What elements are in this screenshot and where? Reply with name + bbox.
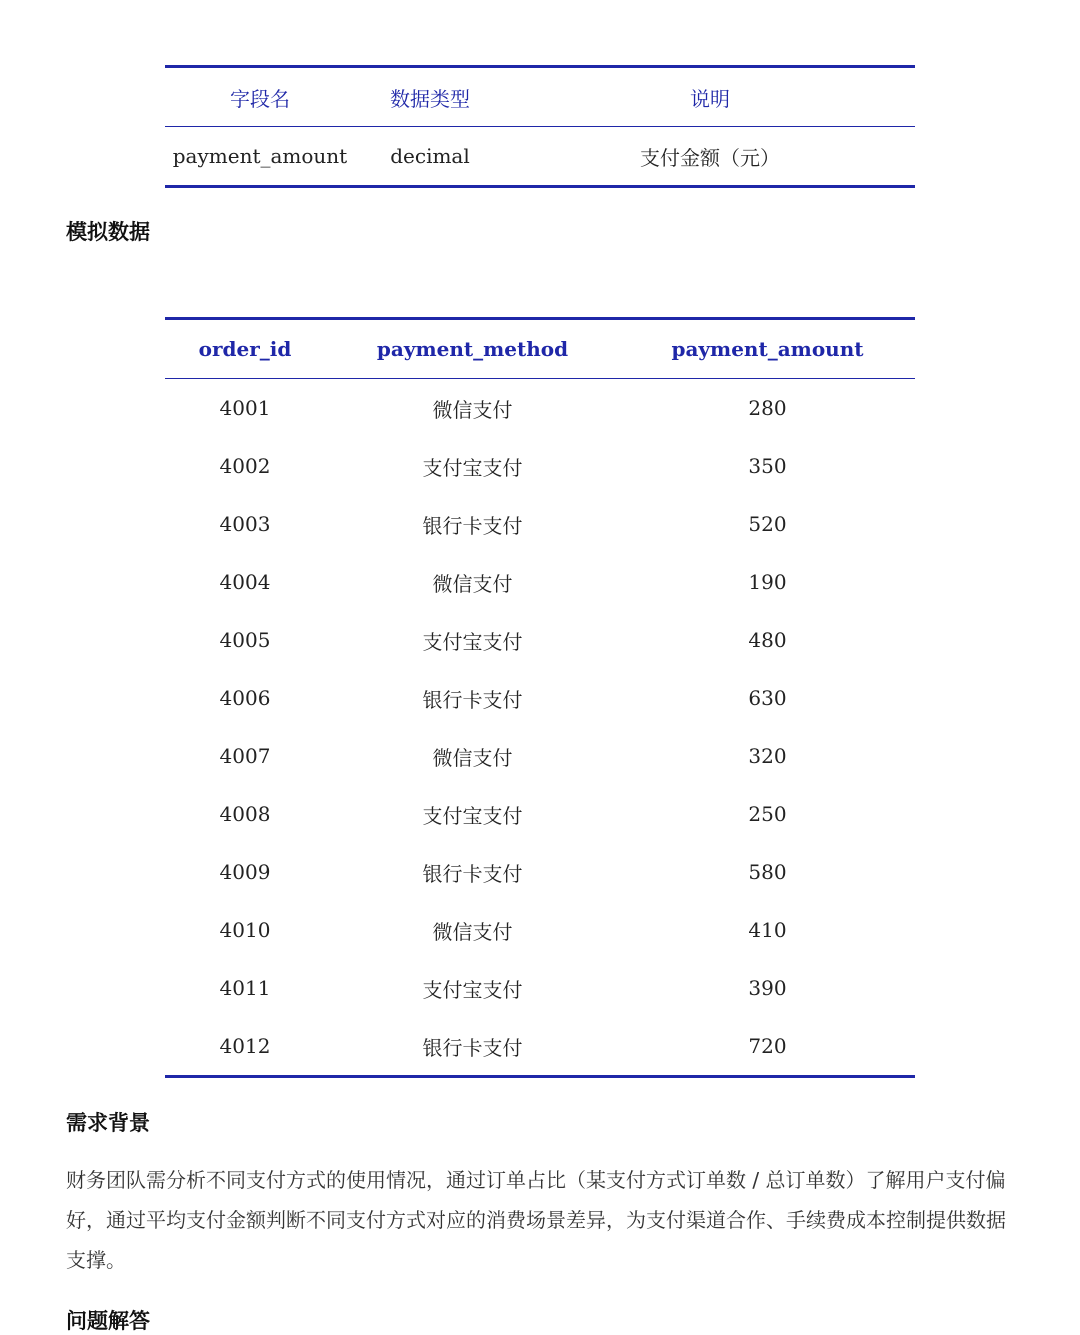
cell-payment-amount: 410 [748,918,787,942]
cell-order-id: 4011 [219,976,271,1000]
table-row [165,611,915,669]
data-header-payment-amount: payment_amount [620,319,915,379]
cell-payment-method: 支付宝支付 [422,803,523,828]
cell-order-id: 4006 [219,686,271,710]
cell-payment-method: 微信支付 [432,397,513,422]
schema-header-desc: 说明 [505,67,915,127]
cell-payment-amount: 480 [748,628,787,652]
section-title-mock-data: 模拟数据 [66,220,150,244]
cell-payment-amount: 520 [748,512,787,536]
data-header-payment-method: payment_method [325,319,620,379]
data-header-order-id: order_id [165,319,325,379]
data-table [165,317,915,1078]
schema-field-desc: 支付金额（元） [505,127,915,187]
cell-payment-method: 银行卡支付 [422,861,523,886]
cell-order-id: 4012 [165,1017,325,1077]
cell-order-id: 4003 [219,512,271,536]
schema-table [165,65,915,188]
cell-payment-amount: 720 [620,1017,915,1077]
cell-order-id: 4004 [219,570,271,594]
cell-payment-amount: 250 [748,802,787,826]
table-row [165,843,915,901]
cell-payment-method: 支付宝支付 [422,629,523,654]
schema-row [165,127,915,187]
schema-header-row [165,67,915,127]
cell-payment-amount: 350 [748,454,787,478]
table-row [165,553,915,611]
cell-payment-amount: 280 [748,396,787,420]
table-row [165,727,915,785]
table-row [165,785,915,843]
cell-order-id: 4008 [219,802,271,826]
table-row [165,495,915,553]
cell-payment-method: 支付宝支付 [422,977,523,1002]
cell-payment-amount: 320 [748,744,787,768]
table-row [165,901,915,959]
cell-payment-method: 微信支付 [432,571,513,596]
table-row [165,379,915,438]
schema-header-field: 字段名 [165,67,355,127]
cell-order-id: 4007 [219,744,271,768]
cell-payment-amount: 190 [748,570,787,594]
table-row [165,1017,915,1077]
schema-field-type: decimal [355,127,505,187]
cell-payment-amount: 630 [748,686,787,710]
cell-order-id: 4002 [219,454,271,478]
cell-payment-amount: 580 [748,860,787,884]
cell-payment-method: 银行卡支付 [325,1017,620,1077]
background-paragraph: 财务团队需分析不同支付方式的使用情况，通过订单占比（某支付方式订单数 / 总订单数）了解用户支付偏好，通过平均支付金额判断不同支付方式对应的消费场景差异，为支付渠道合作、手续费成本控制提供数据支撑。 [66,1168,1006,1272]
cell-order-id: 4010 [219,918,271,942]
table-row [165,669,915,727]
cell-payment-method: 银行卡支付 [422,687,523,712]
cell-payment-method: 微信支付 [432,919,513,944]
schema-header-type: 数据类型 [355,67,505,127]
table-row [165,959,915,1017]
cell-payment-amount: 390 [748,976,787,1000]
table-row [165,437,915,495]
section-title-background: 需求背景 [66,1111,150,1135]
cell-payment-method: 银行卡支付 [422,513,523,538]
cell-order-id: 4009 [219,860,271,884]
data-header-row [165,319,915,379]
cell-payment-method: 支付宝支付 [422,455,523,480]
schema-field-name: payment_amount [165,127,355,187]
section-title-answer: 问题解答 [66,1309,150,1333]
cell-payment-method: 微信支付 [432,745,513,770]
cell-order-id: 4005 [219,628,271,652]
cell-order-id: 4001 [219,396,271,420]
